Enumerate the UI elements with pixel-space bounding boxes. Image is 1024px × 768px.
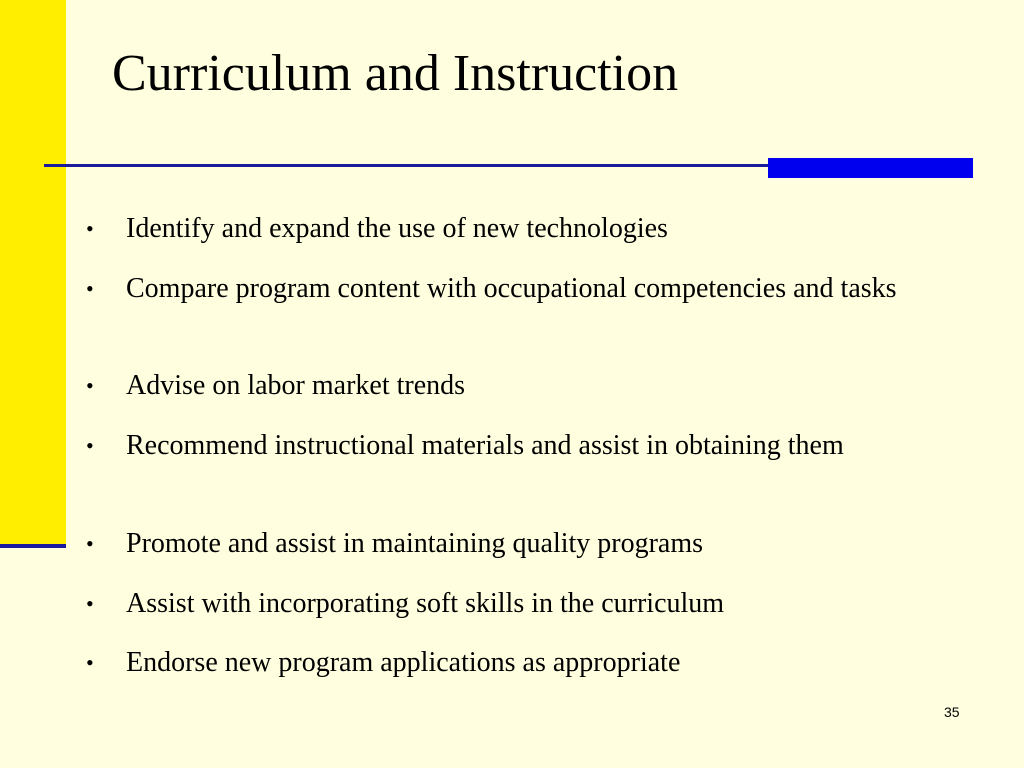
bullet-icon: • xyxy=(86,276,94,301)
slide-title: Curriculum and Instruction xyxy=(112,45,679,102)
bullet-text: Assist with incorporating soft skills in the curriculum xyxy=(126,588,725,619)
bullet-icon: • xyxy=(86,216,94,241)
title-underline xyxy=(44,164,774,167)
bullet-text: Identify and expand the use of new technologies xyxy=(126,213,668,244)
bullet-text: Compare program content with occupational competencies and tasks xyxy=(126,273,897,304)
bullet-text: Promote and assist in maintaining quality programs xyxy=(126,528,704,559)
title-accent-block xyxy=(768,158,973,178)
bullet-icon: • xyxy=(86,591,94,616)
bullet-icon: • xyxy=(86,531,94,556)
yellow-side-bar xyxy=(0,0,66,544)
bullet-icon: • xyxy=(86,650,94,675)
bullet-icon: • xyxy=(86,373,94,398)
bullet-text: Endorse new program applications as appropriate xyxy=(126,647,681,678)
side-bar-underline xyxy=(0,544,66,548)
bullet-text: Advise on labor market trends xyxy=(126,370,466,401)
page-number: 35 xyxy=(944,704,960,720)
bullet-text: Recommend instructional materials and assist in obtaining them xyxy=(126,430,844,461)
bullet-icon: • xyxy=(86,433,94,458)
